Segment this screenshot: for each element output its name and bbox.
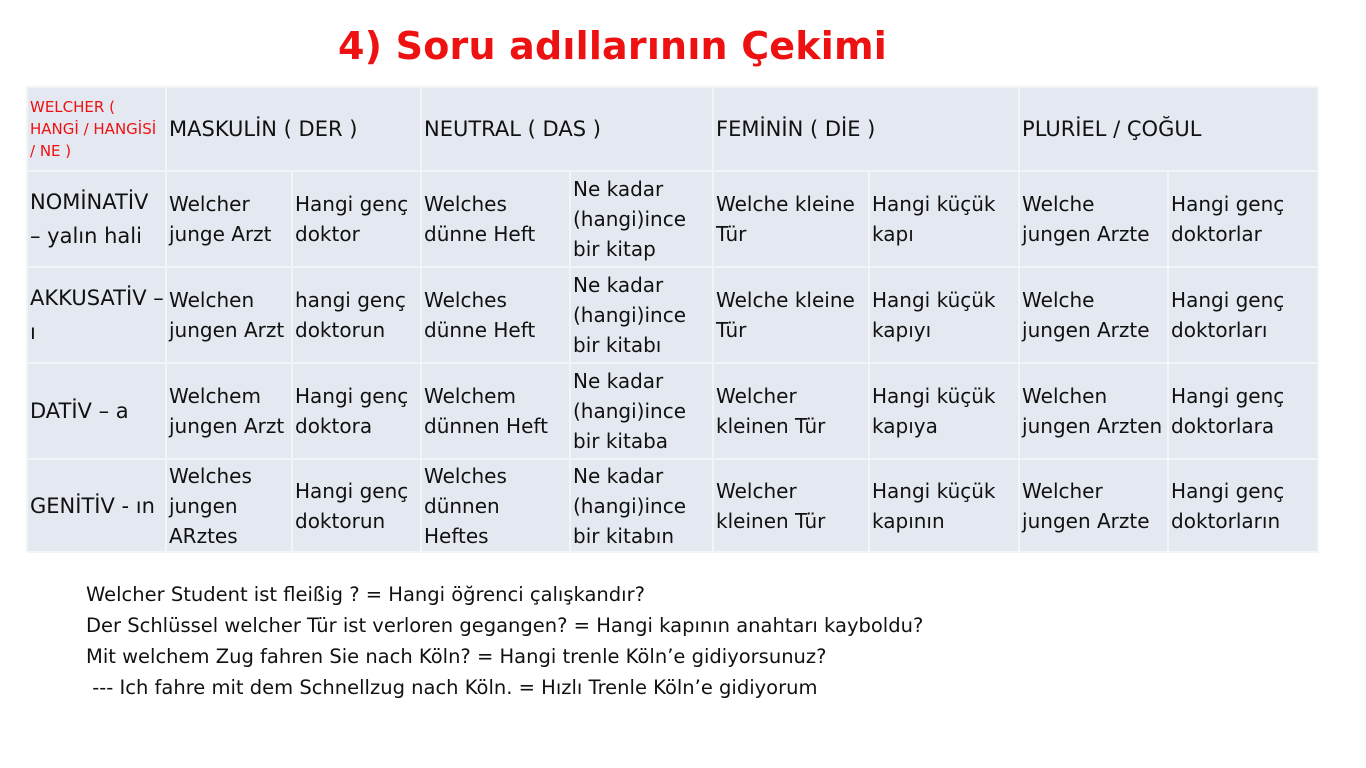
table-cell: Welchem dünnen Heft (421, 363, 570, 459)
table-cell: Hangi genç doktorun (292, 459, 421, 552)
table-cell: Hangi küçük kapıya (869, 363, 1019, 459)
case-label: GENİTİV - ın (27, 459, 166, 552)
table-cell: Hangi genç doktora (292, 363, 421, 459)
corner-label: WELCHER ( HANGİ / HANGİSİ / NE ) (27, 87, 166, 171)
table-cell: Ne kadar (hangi)ince bir kitabı (570, 267, 713, 363)
table-cell: Welcher junge Arzt (166, 171, 292, 267)
example-line: Der Schlüssel welcher Tür ist verloren gegangen? = Hangi kapının anahtarı kayboldu? (86, 614, 924, 637)
table-cell: Ne kadar (hangi)ince bir kitap (570, 171, 713, 267)
table-row-dativ (27, 363, 1318, 459)
header-feminin: FEMİNİN ( DİE ) (713, 87, 1019, 171)
header-neutral: NEUTRAL ( DAS ) (421, 87, 713, 171)
table-cell: Hangi genç doktorların (1168, 459, 1318, 552)
table-cell: Welchen jungen Arzt (166, 267, 292, 363)
case-label: NOMİNATİV – yalın hali (27, 171, 166, 267)
table-cell: Hangi genç doktorları (1168, 267, 1318, 363)
table-cell: Welches dünnen Heftes (421, 459, 570, 552)
table-cell: hangi genç doktorun (292, 267, 421, 363)
table-cell: Welches dünne Heft (421, 267, 570, 363)
table-cell: Welcher kleinen Tür (713, 459, 869, 552)
table-cell: Welche jungen Arzte (1019, 267, 1168, 363)
table-cell: Hangi küçük kapının (869, 459, 1019, 552)
table-cell: Welcher kleinen Tür (713, 363, 869, 459)
table-cell: Hangi küçük kapı (869, 171, 1019, 267)
table-cell: Ne kadar (hangi)ince bir kitabın (570, 459, 713, 552)
table-cell: Welcher jungen Arzte (1019, 459, 1168, 552)
header-row (27, 87, 1318, 171)
table-cell: Hangi genç doktorlar (1168, 171, 1318, 267)
slide-title: 4) Soru adıllarının Çekimi (338, 24, 888, 68)
table-cell: Welche jungen Arzte (1019, 171, 1168, 267)
example-line: Mit welchem Zug fahren Sie nach Köln? = Hangi trenle Köln’e gidiyorsunuz? (86, 645, 827, 668)
table-cell: Welches dünne Heft (421, 171, 570, 267)
table-cell: Hangi genç doktor (292, 171, 421, 267)
header-pluriel: PLURİEL / ÇOĞUL (1019, 87, 1318, 171)
header-maskulin: MASKULİN ( DER ) (166, 87, 421, 171)
case-label: AKKUSATİV – ı (27, 267, 166, 363)
example-line: Welcher Student ist fleißig ? = Hangi öğrenci çalışkandır? (86, 583, 645, 606)
table-cell: Welches jungen ARztes (166, 459, 292, 552)
declension-table (26, 86, 1319, 553)
example-sentences (86, 579, 923, 703)
table-cell: Ne kadar (hangi)ince bir kitaba (570, 363, 713, 459)
table-cell: Welche kleine Tür (713, 171, 869, 267)
example-line: --- Ich fahre mit dem Schnellzug nach Köln. = Hızlı Trenle Köln’e gidiyorum (86, 676, 818, 699)
table-cell: Welche kleine Tür (713, 267, 869, 363)
case-label: DATİV – a (27, 363, 166, 459)
table-cell: Welchen jungen Arzten (1019, 363, 1168, 459)
table-row-nominativ (27, 171, 1318, 267)
table-cell: Welchem jungen Arzt (166, 363, 292, 459)
table-row-akkusativ (27, 267, 1318, 363)
table-row-genitiv (27, 459, 1318, 552)
table-cell: Hangi küçük kapıyı (869, 267, 1019, 363)
table-cell: Hangi genç doktorlara (1168, 363, 1318, 459)
